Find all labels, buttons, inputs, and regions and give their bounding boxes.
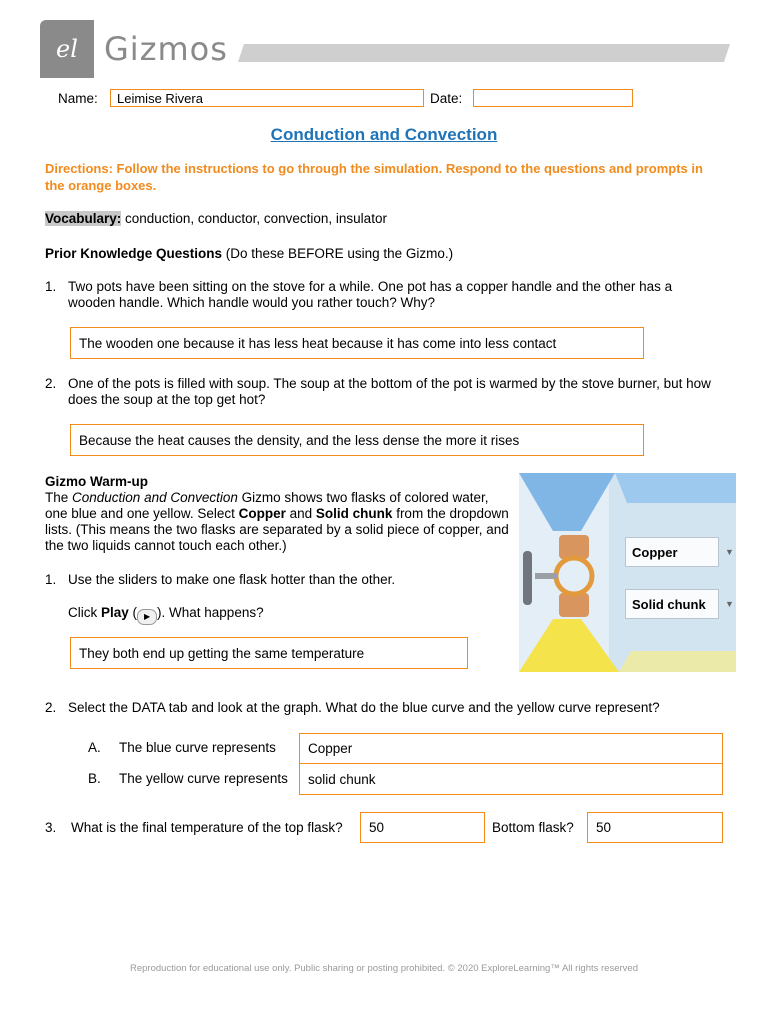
vocabulary (45, 211, 387, 227)
answer-box-bottom-flask[interactable]: 50 (587, 812, 723, 843)
paren-open: ( (128, 605, 138, 620)
warmup-text: The (45, 490, 73, 505)
play-icon: ▶ (137, 609, 157, 625)
question-text: Two pots have been sitting on the stove for a while. One pot has a copper handle and the other has a wooden handle. Which handle would you rather touch? Why? (68, 279, 673, 310)
warmup-text: and (285, 506, 316, 521)
question-number: 1. (45, 572, 57, 587)
name-field[interactable]: Leimise Rivera (110, 89, 424, 107)
question-number: 2. (45, 700, 57, 715)
copper-term: Copper (238, 506, 286, 521)
directions-text: Directions: Follow the instructions to go through the simulation. Respond to the questions and prompts in the orange boxes. (45, 161, 703, 193)
answer-box-q2[interactable]: Because the heat causes the density, and the less dense the more it rises (70, 424, 644, 456)
prior-knowledge-note: (Do these BEFORE using the Gizmo.) (222, 246, 454, 261)
footer-copyright: Reproduction for educational use only. Public sharing or posting prohibited. © 2020 ExploreLearning™ All rights reserved (130, 963, 638, 974)
vocabulary-label: Vocabulary: (45, 211, 122, 226)
solid-chunk-term: Solid chunk (315, 506, 393, 521)
yellow-curve-label: The yellow curve represents (119, 771, 288, 786)
warmup-text: from the dropdown lists. (This means the two flasks are separated by a solid piece of copper, and the two liquids cannot touch each other.) (45, 506, 509, 553)
answer-box-warmup-q1[interactable]: They both end up getting the same temperature (70, 637, 468, 669)
question-number: 1. (45, 279, 57, 294)
question-text: What is the final temperature of the top flask? (71, 820, 343, 835)
answer-box-top-flask[interactable]: 50 (360, 812, 485, 843)
question-text: Use the sliders to make one flask hotter than the other. (68, 572, 396, 587)
answer-box-q1[interactable]: The wooden one because it has less heat because it has come into less contact (70, 327, 644, 359)
prior-knowledge-heading (45, 246, 453, 262)
option-letter: A. (88, 740, 101, 755)
gizmos-logo-mark: el (40, 20, 94, 78)
answer-box-yellow-curve[interactable]: solid chunk (299, 764, 723, 795)
play-instruction (68, 605, 264, 625)
vocabulary-terms: conduction, conductor, convection, insulator (121, 211, 387, 226)
date-field[interactable] (473, 89, 633, 107)
bottom-flask-label: Bottom flask? (492, 820, 574, 835)
page-title: Conduction and Convection (270, 125, 498, 144)
click-text: Click (68, 605, 101, 620)
chevron-down-icon: ▼ (725, 599, 734, 609)
date-label: Date: (430, 91, 463, 106)
name-label: Name: (58, 91, 98, 106)
play-term: Play (101, 605, 129, 620)
blue-curve-label: The blue curve represents (119, 740, 276, 755)
chevron-down-icon: ▼ (725, 547, 734, 557)
material-dropdown[interactable]: Copper (625, 537, 719, 567)
question-number: 3. (45, 820, 57, 835)
option-letter: B. (88, 771, 101, 786)
warmup-text: Gizmo shows two flasks of colored water, one blue and one yellow. Select (45, 490, 489, 521)
prior-knowledge-title: Prior Knowledge Questions (45, 246, 223, 261)
answer-box-blue-curve[interactable]: Copper (299, 733, 723, 764)
flask-illustration (519, 473, 736, 672)
warmup-paragraph (45, 490, 513, 554)
simulation-screenshot (519, 473, 736, 672)
gizmo-name: Conduction and Convection (72, 490, 238, 505)
header-bar (238, 44, 730, 62)
gizmos-logo-text: Gizmos (104, 30, 228, 68)
question-text: Select the DATA tab and look at the graph. What do the blue curve and the yellow curve represent? (68, 700, 660, 715)
question-number: 2. (45, 376, 57, 391)
question-text: One of the pots is filled with soup. The soup at the bottom of the pot is warmed by the stove burner, but how does the soup at the top get hot? (68, 376, 711, 407)
warmup-heading: Gizmo Warm-up (45, 474, 148, 489)
shape-dropdown[interactable]: Solid chunk (625, 589, 719, 619)
what-happens-text: ). What happens? (157, 605, 264, 620)
